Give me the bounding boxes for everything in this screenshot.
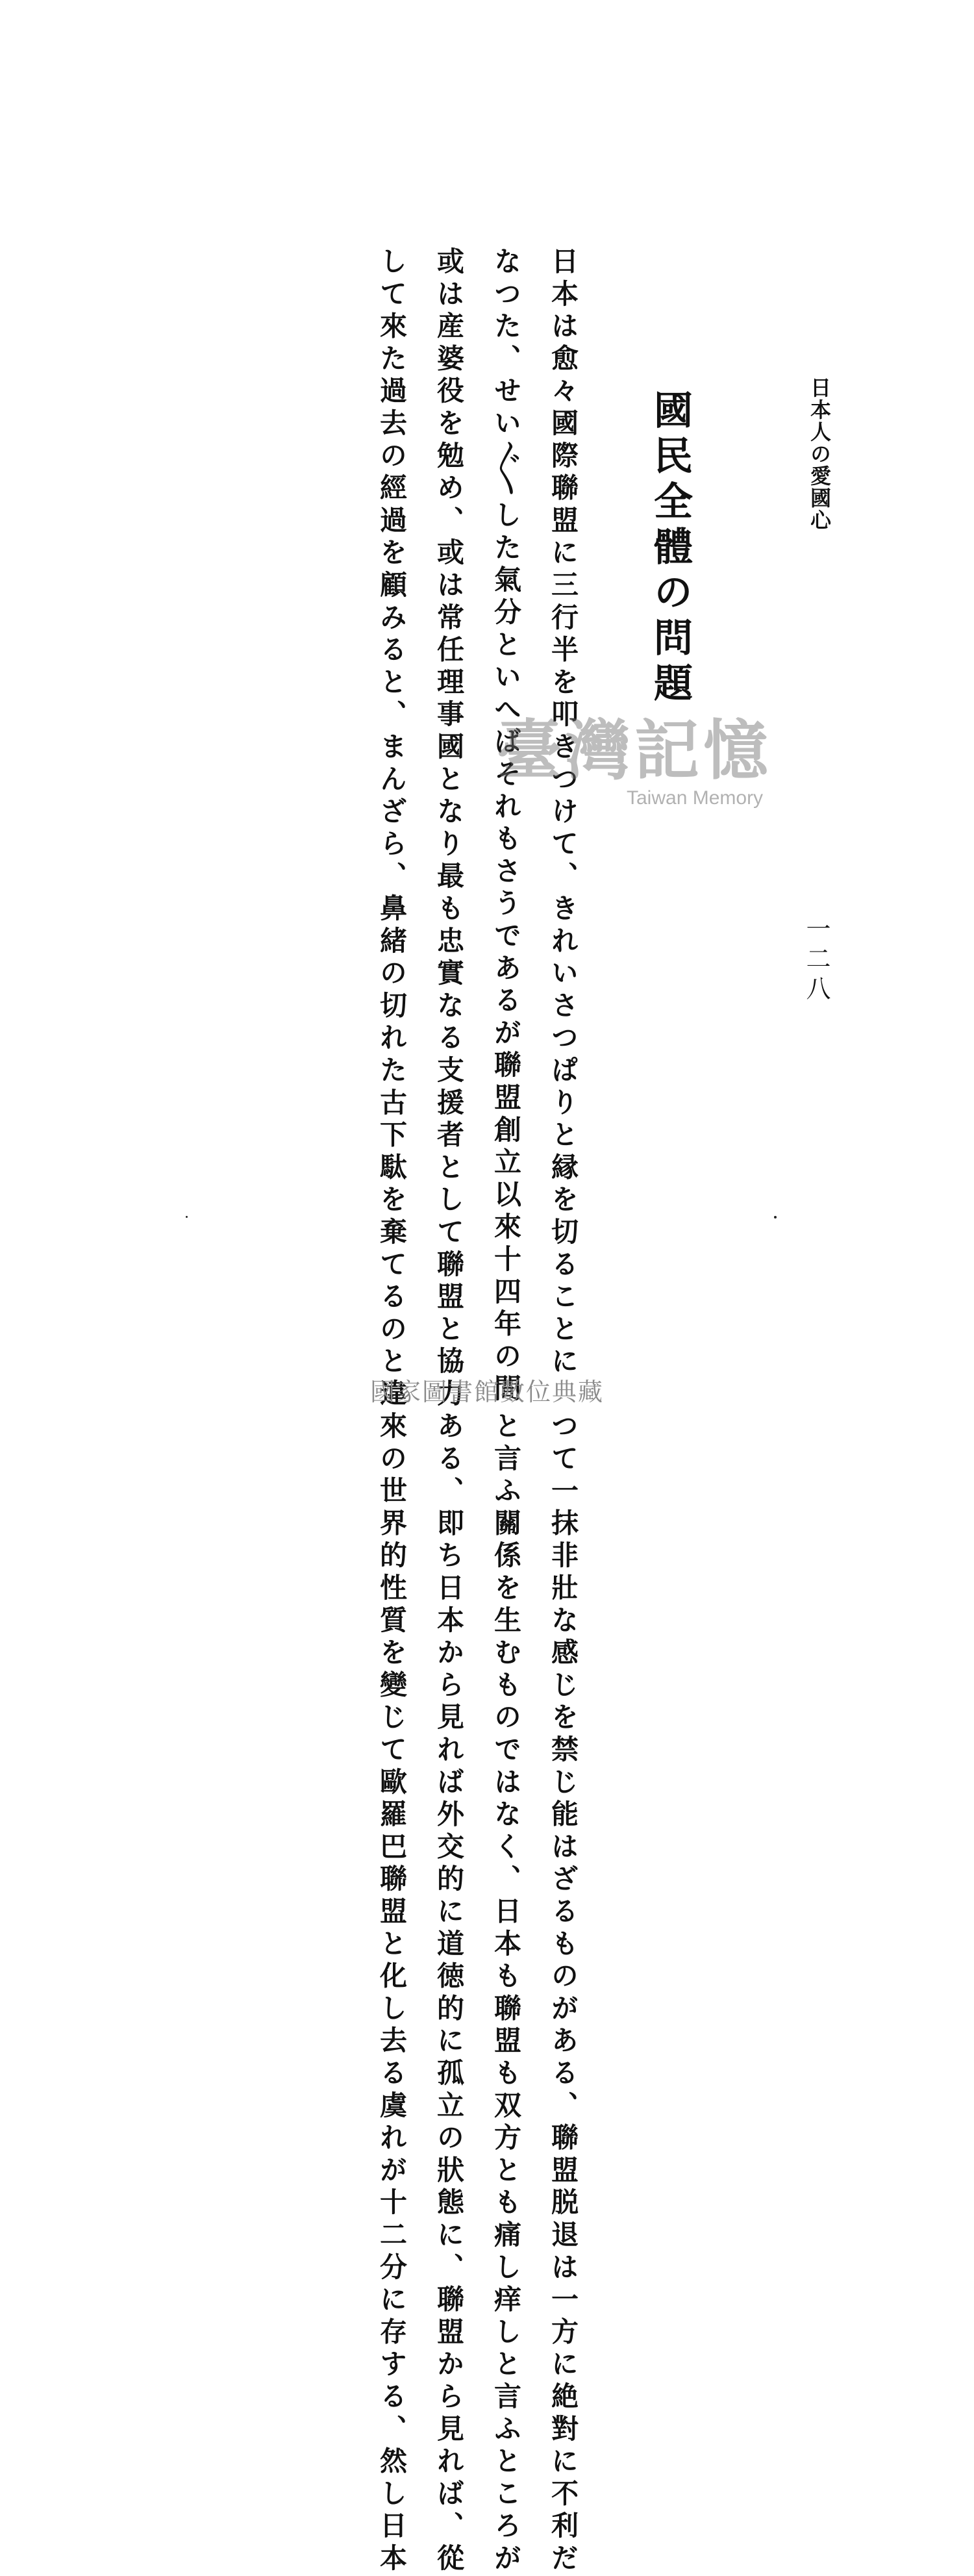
ink-speck [774,1216,777,1219]
body-line: と言ふ關係を生むものではなく、日本も聯盟も双方とも痛し痒しと言ふところが [490,1411,522,2576]
body-text [330,247,577,2576]
watermark [497,712,782,815]
watermark-english: Taiwan Memory [627,787,764,809]
body-line: ある、即ち日本から見れば外交的に道徳的に孤立の狀態に、聯盟から見れば、從 [433,1411,465,2576]
body-line: 或は産婆役を勉め、或は常任理事國となり最も忠實なる支援者として聯盟と協力 [433,247,465,1411]
page-number: 一二八 [802,916,830,1005]
body-line: なつた、せい〲した氣分といへばそれもさうであるが聯盟創立以來十四年の間 [490,247,522,1406]
watermark-cjk: 臺灣記憶 [497,712,772,789]
footer-source: 國家圖書館數位典藏 [369,1378,604,1406]
chapter-title: 國民全體の問題 [647,390,693,708]
body-line: 日本は愈々國際聯盟に三行半を叩きつけて、きれいさつぱりと縁を切ることに [547,247,579,1379]
ink-speck [186,1216,188,1218]
body-line: 來の世界的性質を變じて歐羅巴聯盟と化し去る虞れが十二分に存する、然し日本 [376,1411,408,2576]
body-line: つて一抹非壯な感じを禁じ能はざるものがある、聯盟脱退は一方に絶對に不利だ [547,1411,579,2576]
running-head: 日本人の愛國心 [807,377,832,531]
body-line: して來た過去の經過を顧みると、まんざら、鼻緒の切れた古下駄を棄てるのと違 [376,247,408,1411]
